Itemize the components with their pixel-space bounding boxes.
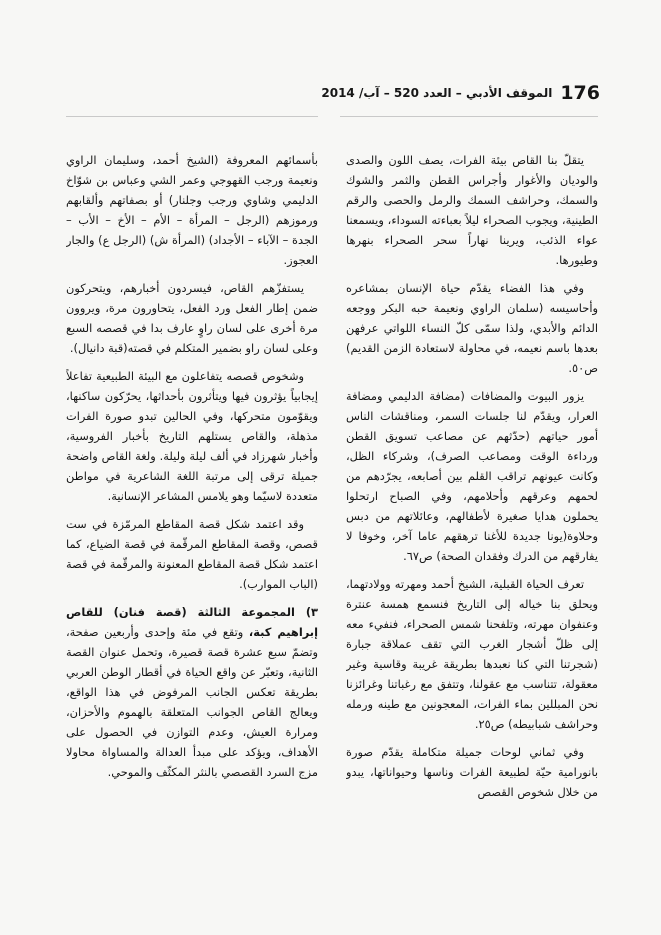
section-paragraph xyxy=(66,602,318,782)
header-rule-right xyxy=(340,116,598,117)
page-header xyxy=(300,76,600,110)
paragraph: يزور البيوت والمضافات (مضافة الدليمي ومضافة العرار، ويقدّم لنا جلسات السمر، ومناقشات الناس أمور حياتهم (حدّثهم عن مصاعب تسويق القطن ورداءة الوقت ومصاعب الصرف)، وشركاء الظل، وكانت عيونهم تراقب القلم بين أصابعه، يجرّدهم من لحمهم وعرقهم وأحلامهم، وفي الصباح ارتحلوا يحملون هدايا صغيرة لأطفالهم، وعائلاتهم من دبس وحلاوة(يونا جديدة للأغنا ترهقهم عاما آخر، وخوفا لا يفارقهم من الدرك وفقدان الصحة) ص٦٧. xyxy=(346,389,598,563)
right-column xyxy=(346,150,598,870)
paragraph: وقد اعتمد شكل قصة المقاطع المرمّزة في ست قصص، وقصة المقاطع المرقّمة في قصة الضياع، كما اعتمد شكل قصة المقاطع المعنونة والمرقّمة في قصة (الباب الموارب). xyxy=(66,517,318,591)
paragraph: بأسمائهم المعروفة (الشيخ أحمد، وسليمان الراوي ونعيمة ورجب القهوجي وعمر الشي وعباس بن شوّاخ الدليمي وشاوي ورجب وجلنار) أو بصفاتهم وألقابهم ورموزهم (الرجل – المرأة – الأم – الأخ – الأب – الجدة – الآباء – الأجداد) (المرأة ش) (الرجل ع) والجار العجوز. xyxy=(66,153,318,267)
paragraph: وفي ثماني لوحات جميلة متكاملة يقدّم صورة بانورامية حيّة لطبيعة الفرات وناسها وحيواناتها، يبدو من خلال شخوص القصص xyxy=(346,745,598,799)
paragraph: يستفزّهم القاص، فيسردون أخبارهم، ويتحركون ضمن إطار الفعل ورد الفعل، يتحاورون مرة، ويروون مرة أخرى على لسان راوٍ عارف بدا في قصصه السبع وعلى لسان راو بضمير المتكلم في قصته(قبة دانيال). xyxy=(66,281,318,355)
page-number: 176 xyxy=(560,82,600,104)
paragraph: وشخوص قصصه يتفاعلون مع البيئة الطبيعية تفاعلاً إيجابياً يؤثرون فيها ويتأثرون بأحداثها، يحرّكون ساكنها، ويقوّمون متحركها، وفي الحالين تبدو صورة الفرات مذهلة، والقاص يستلهم التاريخ بأخبار الفروسية، وأخبار شهرزاد في ألف ليلة وليلة. ولغة القاص واضحة جميلة ترقى إلى مرتبة اللغة الشاعرية في مواطن متعددة لاسيّما وهو يلامس المشاعر الإنسانية. xyxy=(66,369,318,503)
paragraph: تعرف الحياة القبلية، الشيخ أحمد ومهرته وولادتهما، ويحلق بنا خياله إلى التاريخ فنسمع همسة عنترة وعنفوان مهرته، وتلفحنا شمس الصحراء، فنفيء معه إلى ظلّ أشجار الغرب التي تقف عملاقة جبارة (شجرتنا التي كنا نعبدها بطريقة غريبة وقاسية وغير معقولة، تتناسب مع عقولنا، وتتفق مع رغباتنا وغرائزنا نحن المبللين بماء الفرات، المعجونين مع طينه ورمله وحراشف شبابيطه) ص٢٥. xyxy=(346,577,598,731)
journal-title: الموقف الأدبي – العدد 520 – آب/ 2014 xyxy=(321,86,553,100)
paragraph: وفي هذا الفضاء يقدّم حياة الإنسان بمشاعره وأحاسيسه (سلمان الراوي ونعيمة حبه البكر ووجعه الدائم والأبدي، ولذا سمّى كلّ النساء اللواتي عرفهن بعدها باسم نعيمه، في محاولة لاستعادة الزمن القديم) ص٥٠. xyxy=(346,281,598,375)
left-column xyxy=(66,150,318,870)
section-body: وتقع في مئة وإحدى وأربعين صفحة، وتضمّ سبع عشرة قصة قصيرة، وتحمل عنوان القصة الثانية، وتعبّر عن واقع الحياة في أقطار الوطن العربي بطريقة تعكس الجانب المرفوض في هذا الواقع، ويعالج القاص الجوانب المتعلقة بالهموم والأحزان، ومرارة العيش، وعدم التوازن في الحصول على الأهداف، ويؤكد على مبدأ العدالة والمساواة محاولا مزج السرد القصصي بالنثر المكثّف والموحي. xyxy=(66,625,318,779)
header-rule-left xyxy=(66,116,318,117)
section-heading: ٣) المجموعة الثالثة (قصة فنان) للقاص إبراهيم كبة، xyxy=(66,605,318,639)
paragraph: يتقلّ بنا القاص بيئة الفرات، يصف اللون والصدى والوديان والأغوار وأجراس القطن والثمر والشوك والسمك، وحراشف السمك والرمل والحصى والرقم الطينية، ويجوب الصحراء ليلاً بعباءته السوداء، ويسمعنا عواء الذئب، ويرينا نهاراً سحر الصحراء بنهرها وطيورها. xyxy=(346,153,598,267)
